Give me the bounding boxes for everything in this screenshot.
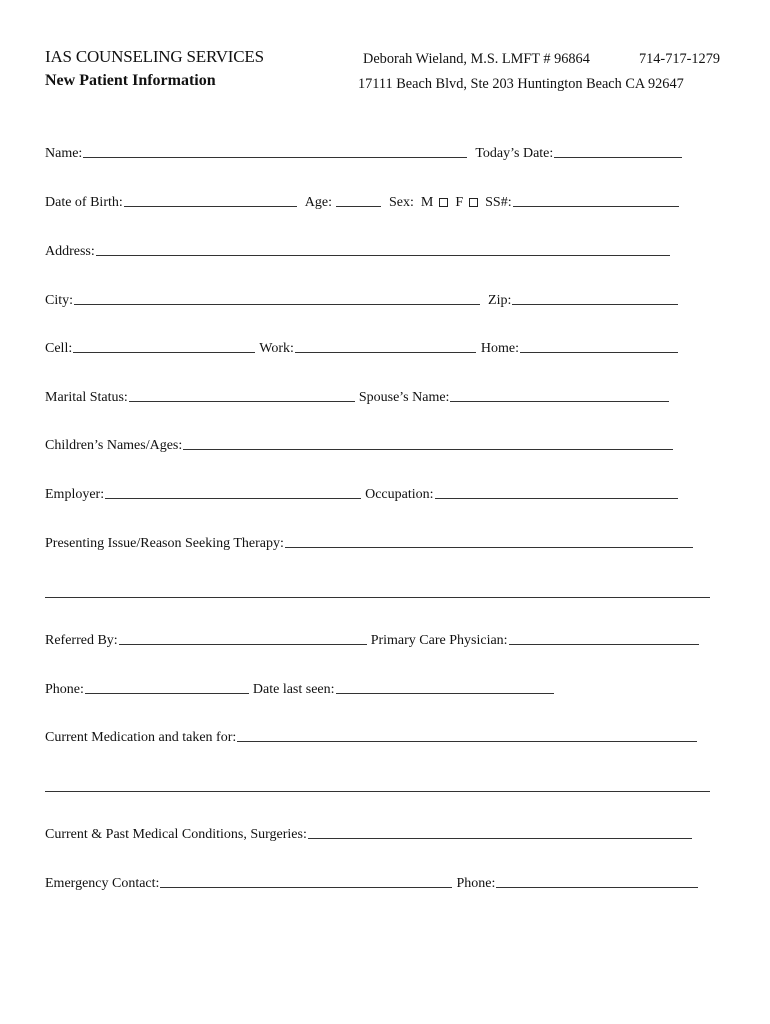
dob-label: Date of Birth: xyxy=(45,195,123,210)
children-row xyxy=(45,434,715,454)
occupation-label: Occupation: xyxy=(365,487,434,502)
age-field[interactable] xyxy=(336,206,381,207)
age-label: Age: xyxy=(304,195,332,210)
office-phone: 714-717-1279 xyxy=(638,51,720,67)
medication-continuation-line[interactable] xyxy=(45,791,710,792)
emergency-phone-label: Phone: xyxy=(456,876,496,891)
address-row xyxy=(45,240,715,260)
pcp-label: Primary Care Physician: xyxy=(370,633,508,648)
sex-label: Sex: xyxy=(388,195,414,210)
current-medication-field[interactable] xyxy=(237,741,697,742)
employer-row xyxy=(45,483,715,503)
phones-row xyxy=(45,337,715,357)
address-label: Address: xyxy=(45,244,95,259)
employer-label: Employer: xyxy=(45,487,105,502)
ssn-field[interactable] xyxy=(513,206,679,207)
city-label: City: xyxy=(45,293,74,308)
dob-field[interactable] xyxy=(124,206,297,207)
emergency-contact-label: Emergency Contact: xyxy=(45,876,160,891)
dob-row xyxy=(45,191,715,211)
medical-conditions-field[interactable] xyxy=(308,838,692,839)
address-field[interactable] xyxy=(96,255,670,256)
home-field[interactable] xyxy=(520,352,678,353)
header-right xyxy=(358,50,720,93)
work-field[interactable] xyxy=(295,352,476,353)
occupation-field[interactable] xyxy=(435,498,678,499)
provider-name: Deborah Wieland, M.S. LMFT # 96864 xyxy=(363,51,590,67)
emergency-row xyxy=(45,872,715,892)
referred-by-field[interactable] xyxy=(119,644,367,645)
spouse-name-label: Spouse’s Name: xyxy=(358,390,450,405)
home-label: Home: xyxy=(480,341,519,356)
todays-date-label: Today’s Date: xyxy=(475,146,554,161)
medical-conditions-row xyxy=(45,823,715,843)
org-name: IAS COUNSELING SERVICES xyxy=(45,47,264,66)
sex-m-label: M xyxy=(420,195,434,210)
phone-field[interactable] xyxy=(85,693,249,694)
emergency-phone-field[interactable] xyxy=(496,887,698,888)
name-label: Name: xyxy=(45,146,83,161)
ssn-label: SS#: xyxy=(485,195,512,210)
form-title: New Patient Information xyxy=(45,72,216,89)
presenting-issue-row xyxy=(45,532,715,552)
marital-status-field[interactable] xyxy=(129,401,355,402)
medical-conditions-label: Current & Past Medical Conditions, Surgeries: xyxy=(45,827,307,842)
physician-phone-row xyxy=(45,678,715,698)
name-field[interactable] xyxy=(83,157,467,158)
presenting-issue-continuation-line[interactable] xyxy=(45,597,710,598)
current-medication-label: Current Medication and taken for: xyxy=(45,730,237,745)
pcp-field[interactable] xyxy=(509,644,699,645)
children-field[interactable] xyxy=(183,449,673,450)
name-row xyxy=(45,142,715,162)
zip-field[interactable] xyxy=(512,304,678,305)
zip-label: Zip: xyxy=(488,293,512,308)
sex-f-label: F xyxy=(455,195,464,210)
sex-f-checkbox[interactable] xyxy=(469,198,478,207)
spouse-name-field[interactable] xyxy=(450,401,669,402)
cell-label: Cell: xyxy=(45,341,73,356)
marital-status-label: Marital Status: xyxy=(45,390,128,405)
city-field[interactable] xyxy=(74,304,480,305)
cell-field[interactable] xyxy=(73,352,255,353)
phone-label: Phone: xyxy=(45,682,84,697)
medication-row xyxy=(45,726,715,746)
date-last-seen-label: Date last seen: xyxy=(252,682,335,697)
todays-date-field[interactable] xyxy=(554,157,682,158)
sex-m-checkbox[interactable] xyxy=(439,198,448,207)
office-address: 17111 Beach Blvd, Ste 203 Huntington Beach CA 92647 xyxy=(358,76,684,92)
city-row xyxy=(45,289,715,309)
emergency-contact-field[interactable] xyxy=(160,887,452,888)
presenting-issue-label: Presenting Issue/Reason Seeking Therapy: xyxy=(45,536,284,551)
employer-field[interactable] xyxy=(105,498,361,499)
date-last-seen-field[interactable] xyxy=(336,693,554,694)
presenting-issue-field[interactable] xyxy=(285,547,693,548)
work-label: Work: xyxy=(259,341,294,356)
children-label: Children’s Names/Ages: xyxy=(45,438,183,453)
referral-row xyxy=(45,629,715,649)
marital-row xyxy=(45,386,715,406)
referred-by-label: Referred By: xyxy=(45,633,118,648)
header-left xyxy=(45,46,264,93)
